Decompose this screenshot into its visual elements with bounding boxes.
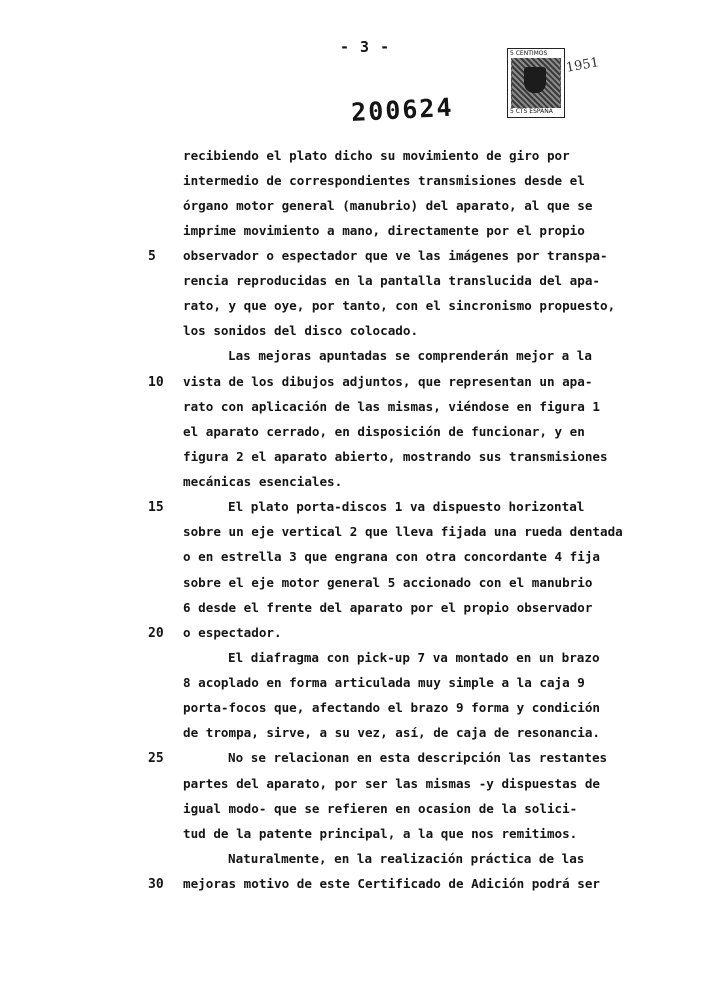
text-line: o espectador. — [183, 625, 282, 640]
text-line: recibiendo el plato dicho su movimiento de giro por — [183, 148, 570, 163]
stamp-emblem-icon — [524, 67, 546, 93]
line-number: 15 — [148, 500, 164, 515]
text-line: partes del aparato, por ser las mismas -y dispuestas de — [183, 776, 601, 791]
line-number: 5 — [148, 249, 156, 264]
text-line: rato con aplicación de las mismas, viéndose en figura 1 — [183, 399, 601, 414]
revenue-stamp — [507, 48, 565, 118]
stamp-year: 1951 — [564, 55, 601, 76]
text-line: sobre un eje vertical 2 que lleva fijada una rueda dentada — [183, 524, 623, 539]
text-line: vista de los dibujos adjuntos, que representan un apa- — [183, 374, 593, 389]
stamp-bottom-text: 5 CTS ESPAÑA — [510, 108, 562, 116]
page-number: - 3 - — [340, 38, 391, 56]
line-number: 30 — [148, 877, 164, 892]
line-number: 20 — [148, 626, 164, 641]
text-line: El plato porta-discos 1 va dispuesto horizontal — [228, 499, 585, 514]
text-line: los sonidos del disco colocado. — [183, 323, 419, 338]
text-line: porta-focos que, afectando el brazo 9 forma y condición — [183, 700, 601, 715]
text-line: mejoras motivo de este Certificado de Adición podrá ser — [183, 876, 601, 891]
text-line: figura 2 el aparato abierto, mostrando sus transmisiones — [183, 449, 608, 464]
text-line: No se relacionan en esta descripción las restantes — [228, 750, 608, 765]
text-line: imprime movimiento a mano, directamente por el propio — [183, 223, 585, 238]
text-line: rencia reproducidas en la pantalla translucida del apa- — [183, 273, 601, 288]
document-number: 200624 — [350, 92, 455, 127]
text-line: rato, y que oye, por tanto, con el sincronismo propuesto, — [183, 298, 616, 313]
text-line: observador o espectador que ve las imágenes por transpa- — [183, 248, 608, 263]
text-line: de trompa, sirve, a su vez, así, de caja de resonancia. — [183, 725, 601, 740]
text-line: 6 desde el frente del aparato por el propio observador — [183, 600, 593, 615]
text-line: el aparato cerrado, en disposición de funcionar, y en — [183, 424, 585, 439]
text-line: o en estrella 3 que engrana con otra concordante 4 fija — [183, 549, 601, 564]
text-line: mecánicas esenciales. — [183, 474, 343, 489]
text-line: tud de la patente principal, a la que nos remitimos. — [183, 826, 578, 841]
text-line: intermedio de correspondientes transmisiones desde el — [183, 173, 585, 188]
line-number: 25 — [148, 751, 164, 766]
text-line: 8 acoplado en forma articulada muy simple a la caja 9 — [183, 675, 585, 690]
text-line: Las mejoras apuntadas se comprenderán mejor a la — [228, 348, 592, 363]
stamp-top-text: 5 CENTIMOS — [510, 50, 562, 58]
text-line: órgano motor general (manubrio) del aparato, al que se — [183, 198, 593, 213]
text-line: igual modo- que se refieren en ocasion de la solici- — [183, 801, 578, 816]
text-line: sobre el eje motor general 5 accionado con el manubrio — [183, 575, 593, 590]
text-line: Naturalmente, en la realización práctica de las — [228, 851, 585, 866]
text-line: El diafragma con pick-up 7 va montado en un brazo — [228, 650, 600, 665]
line-number: 10 — [148, 375, 164, 390]
